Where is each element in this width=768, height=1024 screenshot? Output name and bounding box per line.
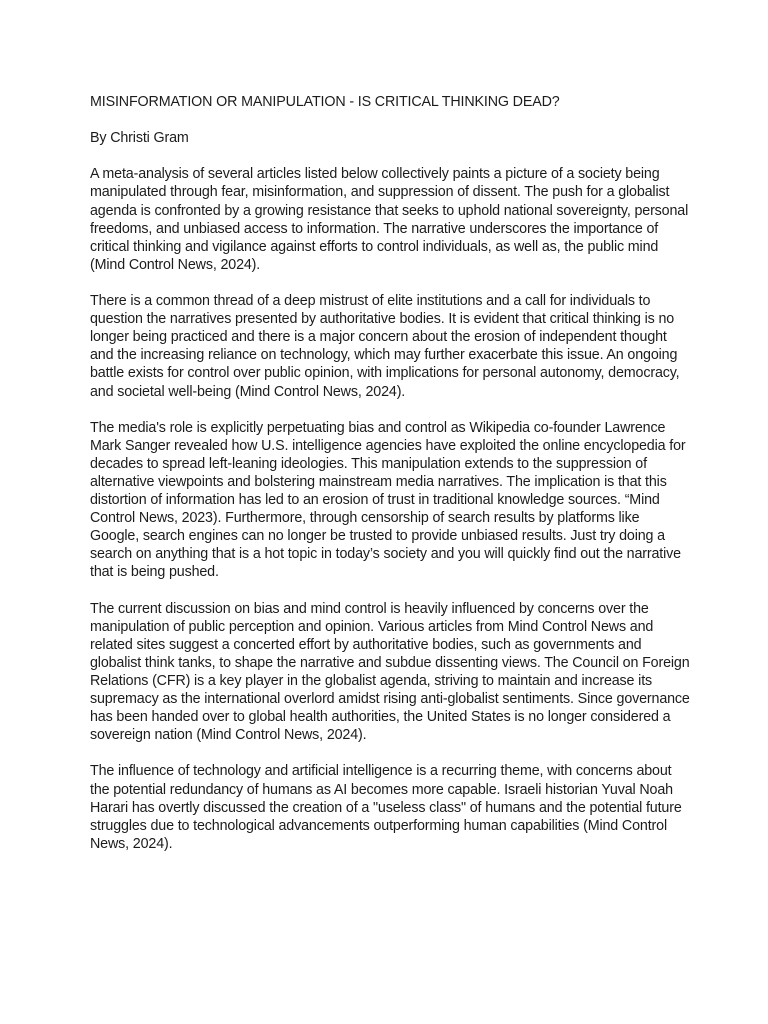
document-body <box>90 93 690 871</box>
document-title: MISINFORMATION OR MANIPULATION - IS CRITICAL THINKING DEAD? <box>90 94 560 110</box>
paragraph-3: The media's role is explicitly perpetuating bias and control as Wikipedia co-founder Lawrence Mark Sanger revealed how U.S. intelligence agencies have exploited the online encyclopedia for decades to spread left-leaning ideologies. This manipulation extends to the suppression of alternative viewpoints and bolstering mainstream media narratives. The implication is that this distortion of information has led to an erosion of trust in traditional knowledge sources. “Mind Control News, 2023). Furthermore, through censorship of search results by platforms like Google, search engines can no longer be trusted to provide unbiased results. Just try doing a search on anything that is a hot topic in today’s society and you will quickly find out the narrative that is being pushed. <box>90 419 686 581</box>
paragraph-1: A meta-analysis of several articles listed below collectively paints a picture of a society being manipulated through fear, misinformation, and suppression of dissent. The push for a globalist agenda is confronted by a growing resistance that seeks to uphold national sovereignty, personal freedoms, and unbiased access to information. The narrative underscores the importance of critical thinking and vigilance against efforts to control individuals, as well as, the public mind (Mind Control News, 2024). <box>90 166 689 273</box>
paragraph-4: The current discussion on bias and mind control is heavily influenced by concerns over the manipulation of public perception and opinion. Various articles from Mind Control News and related sites suggest a concerted effort by authoritative bodies, such as governments and globalist think tanks, to shape the narrative and subdue dissenting views. The Council on Foreign Relations (CFR) is a key player in the globalist agenda, striving to maintain and increase its supremacy as the international overlord amidst rising anti-globalist sentiments. Since governance has been handed over to global health authorities, the United States is no longer considered a sovereign nation (Mind Control News, 2024). <box>90 600 690 744</box>
paragraph-5: The influence of technology and artificial intelligence is a recurring theme, with concerns about the potential redundancy of humans as AI becomes more capable. Israeli historian Yuval Noah Harari has overtly discussed the creation of a "useless class" of humans and the potential future struggles due to technological advancements outperforming human capabilities (Mind Control News, 2024). <box>90 763 682 852</box>
paragraph-2: There is a common thread of a deep mistrust of elite institutions and a call for individuals to question the narratives presented by authoritative bodies. It is evident that critical thinking is no longer being practiced and there is a major concern about the erosion of independent thought and the increasing reliance on technology, which may further exacerbate this issue. An ongoing battle exists for control over public opinion, with implications for personal autonomy, democracy, and societal well-being (Mind Control News, 2024). <box>90 293 680 400</box>
byline: By Christi Gram <box>90 130 189 147</box>
